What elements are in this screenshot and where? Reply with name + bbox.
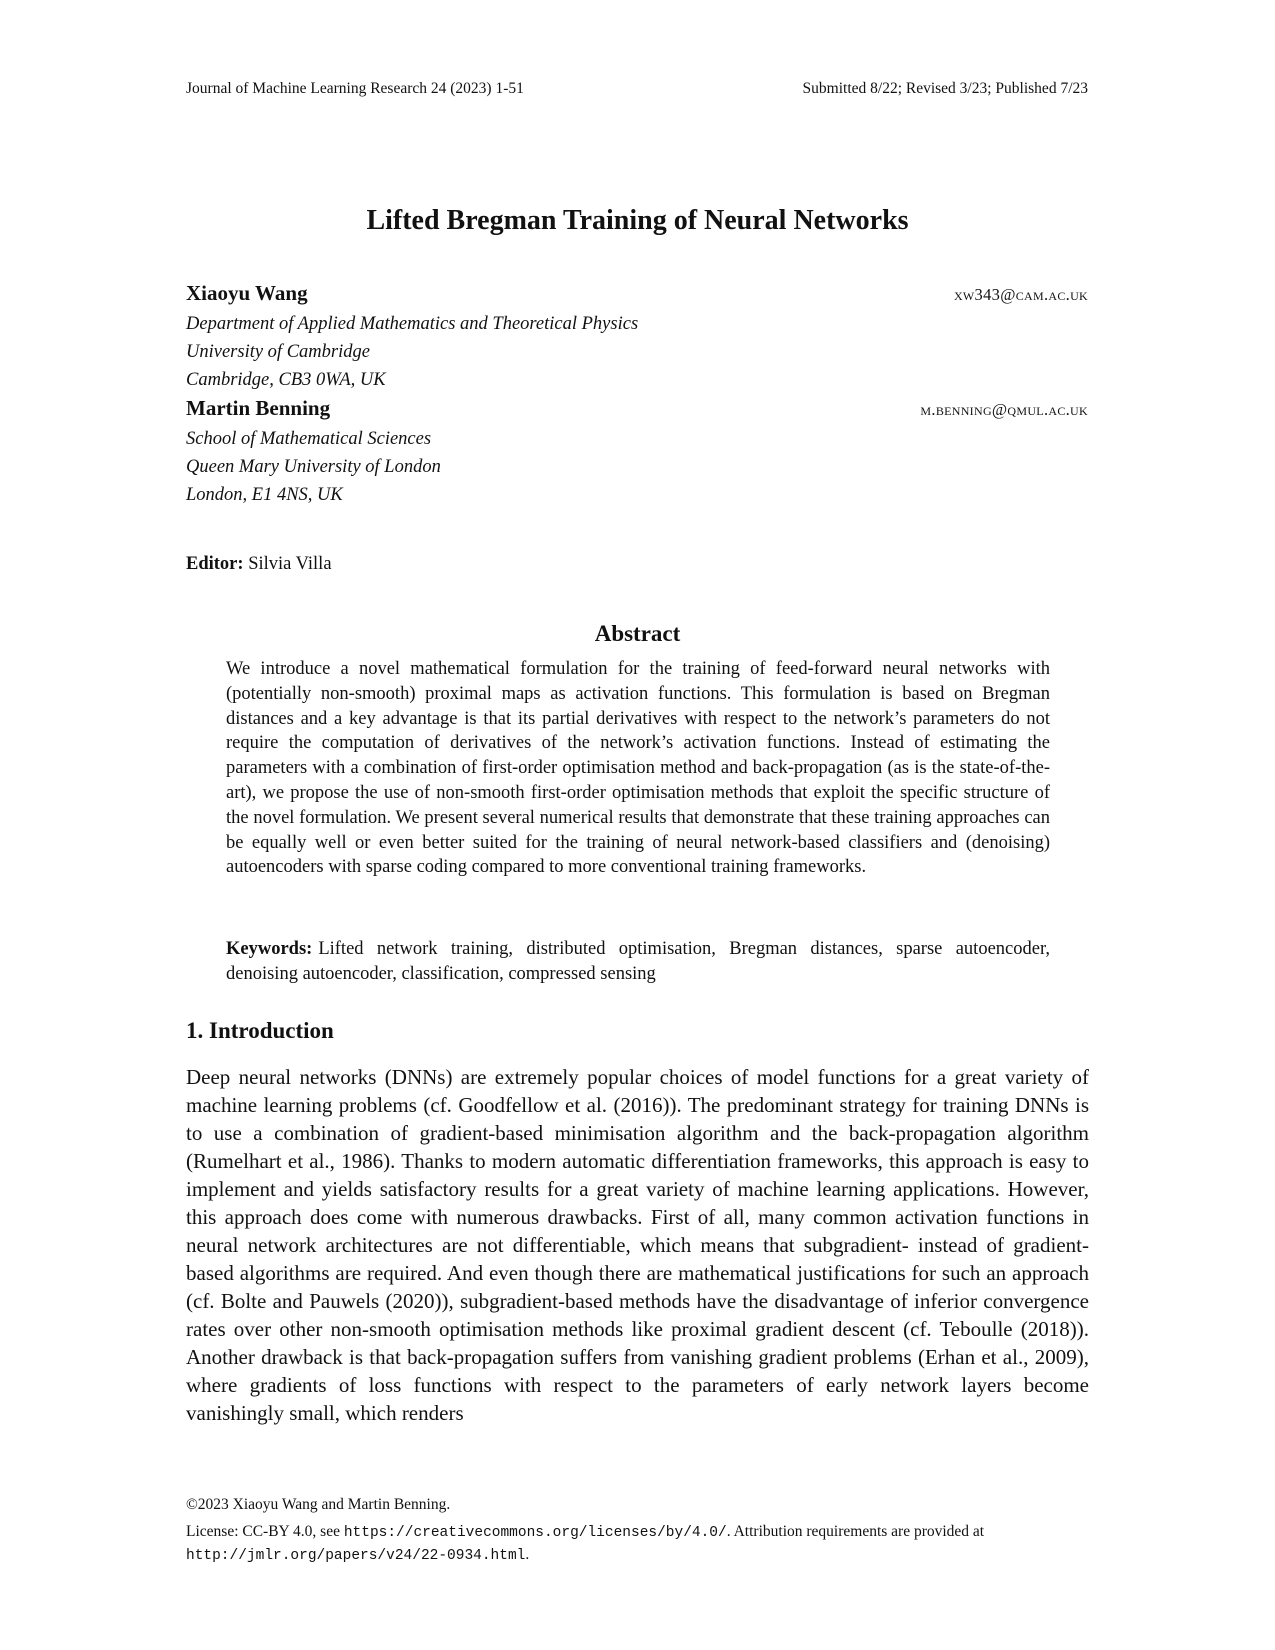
license-link[interactable]: https://creativecommons.org/licenses/by/4.0/ [343,1525,727,1541]
abstract-heading: Abstract [594,621,681,646]
journal-header: Journal of Machine Learning Research 24 (2023) 1-51 [186,80,524,97]
paper-title: Lifted Bregman Training of Neural Networks [366,205,909,236]
author-name: Martin Benning [186,396,331,420]
affiliation-line: London, E1 4NS, UK [186,485,343,505]
license-notice [186,1521,1089,1567]
affiliation-line: Department of Applied Mathematics and Theoretical Physics [186,314,639,334]
copyright-notice: ©2023 Xiaoyu Wang and Martin Benning. [186,1496,451,1513]
affiliation-line: School of Mathematical Sciences [186,429,432,449]
keywords-label: Keywords: [226,939,313,959]
editor-line [186,554,332,575]
author-email[interactable]: m.benning@qmul.ac.uk [920,400,1088,419]
submission-dates: Submitted 8/22; Revised 3/23; Published 7/23 [802,80,1088,97]
affiliation-line: University of Cambridge [186,342,370,362]
abstract-body: We introduce a novel mathematical formulation for the training of feed-forward neural networks with (potentially non-smooth) proximal maps as activation functions. This formulation is based on Bregman distances and a key advantage is that its partial derivatives with respect to the network’s parameters do not require the computation of derivatives of the network’s activation functions. Instead of estimating the parameters with a combination of first-order optimisation method and back-propagation (as is the state-of-the-art), we propose the use of non-smooth first-order optimisation methods that exploit the specific structure of the novel formulation. We present several numerical results that demonstrate that these training approaches can be equally well or even better suited for the training of neural network-based classifiers and (denoising) autoencoders with sparse coding compared to more conventional training frameworks. [226,659,1050,878]
editor-label: Editor: [186,554,244,574]
author-affiliation [186,425,441,509]
affiliation-line: Queen Mary University of London [186,457,441,477]
editor-name: Silvia Villa [248,554,332,574]
keywords [226,937,1050,987]
affiliation-line: Cambridge, CB3 0WA, UK [186,370,386,390]
license-prefix: License: CC-BY 4.0, see [186,1523,344,1540]
paper-link[interactable]: http://jmlr.org/papers/v24/22-0934.html [186,1548,526,1564]
author-name: Xiaoyu Wang [186,281,308,305]
introduction-body: Deep neural networks (DNNs) are extremely popular choices of model functions for a great variety of machine learning problems (cf. Goodfellow et al. (2016)). The predominant strategy for training DNNs is to use a combination of gradient-based minimisation algorithm and the back-propagation algorithm (Rumelhart et al., 1986). Thanks to modern automatic differentiation frameworks, this approach is easy to implement and yields satisfactory results for a great variety of machine learning applications. However, this approach does come with numerous drawbacks. First of all, many common activation functions in neural network architectures are not differentiable, which means that subgradient- instead of gradient-based algorithms are required. And even though there are mathematical justifications for such an approach (cf. Bolte and Pauwels (2020)), subgradient-based methods have the disadvantage of inferior convergence rates over other non-smooth optimisation methods like proximal gradient descent (cf. Teboulle (2018)). Another drawback is that back-propagation suffers from vanishing gradient problems (Erhan et al., 2009), where gradients of loss functions with respect to the parameters of early network layers become vanishingly small, which renders [186,1065,1089,1425]
author-affiliation [186,310,638,394]
author-email[interactable]: xw343@cam.ac.uk [953,285,1088,304]
license-suffix: . [525,1546,530,1563]
license-middle: . Attribution requirements are provided at [726,1523,985,1540]
keywords-list: Lifted network training, distributed optimisation, Bregman distances, sparse autoencoder, denoising autoencoder, classification, compressed sensing [226,939,1050,984]
section-heading: 1. Introduction [186,1018,334,1043]
